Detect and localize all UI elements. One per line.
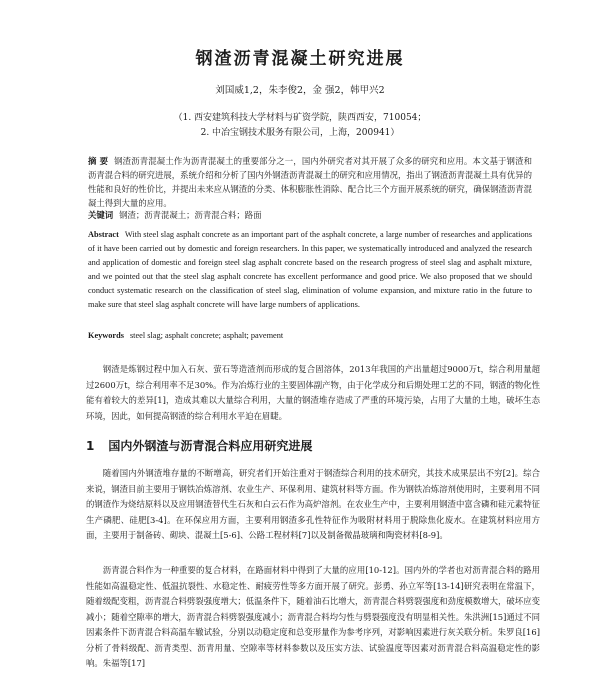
- section-title: 国内外钢渣与沥青混合料应用研究进展: [108, 439, 313, 453]
- body-paragraph-3: 沥青混合料作为一种重要的复合材料，在路面材料中得到了大量的应用[10-12]。国内外的学者也对沥青混合料的路用性能如高温稳定性、低温抗裂性、水稳定性、耐疲劳性等多方面开展了研究。彭勇、孙立军等[13-14]研究表明在常温下，随着级配变粗，沥青混合料劈裂强度增大；低温条件下，随着油石比增大，沥青混合料劈裂强度和劲度模数增大，破坏应变减小；随着空隙率的增大，沥青混合料劈裂强度减小；沥青混合料均匀性与劈裂强度没有明显相关性。朱洪洲[15]通过不同因素条件下沥青混合料高温车辙试验，分别以动稳定度和总变形量作为参考序列，对影响因素进行灰关联分析。朱罗良[16]分析了骨料级配、沥青类型、沥青用量、空隙率等材料参数以及压实方法、试验温度等因素对沥青混合料高温稳定性的影响。朱福等[17]: [86, 565, 540, 668]
- abstract-chinese-label: 摘 要: [88, 156, 109, 166]
- body-paragraph-2: 随着国内外钢渣堆存量的不断增高，研究者们开始注重对于钢渣综合利用的技术研究，其技术成果层出不穷[2]。综合来说，钢渣目前主要用于钢铁冶炼溶剂、农业生产、环保利用、建筑材料等方面。作为钢铁冶炼溶剂使用时，主要利用不同的钢渣作为烧结原料以及应用钢渣替代生石灰和白云石作为高炉溶剂。在农业生产中，主要利用钢渣中富含磷和硅元素特征生产磷肥、硅肥[3-4]。在环保应用方面，主要利用钢渣多孔性特征作为吸附材料用于脱除焦化废水。在建筑材料应用方面，主要用于制备砖、砌块、混凝土[5-6]、公路工程材料[7]以及制备微晶玻璃和陶瓷材料[8-9]。: [86, 468, 541, 540]
- paper-title: 钢渣沥青混凝土研究进展: [195, 49, 405, 69]
- abstract-english-label: Abstract: [88, 230, 119, 239]
- abstract-english: [88, 228, 532, 312]
- keywords-chinese: [88, 209, 532, 221]
- keywords-chinese-text: 钢渣；沥青混凝土；沥青混合料；路面: [119, 210, 262, 220]
- keywords-english-label: Keywords: [88, 331, 124, 340]
- section-number: 1: [86, 439, 95, 453]
- affiliation-line-2: 2. 中冶宝钢技术服务有限公司，上海，200941）: [200, 128, 400, 138]
- body-paragraph-intro: 钢渣是炼钢过程中加入石灰、萤石等造渣剂而形成的复合固溶体，2013年我国的产出量超过9000万t，综合利用量超过2600万t，综合利用率不足30%。作为冶炼行业的主要固体副产物，由于化学成分和后期处理工艺的不同，钢渣的物化性能有着较大的差异[1]，造成其难以大量综合利用，大量的钢渣堆存造成了严重的环境污染，占用了大量的土地，破坏生态环境，因此，如何提高钢渣的综合利用水平迫在眉睫。: [86, 364, 540, 421]
- affiliation-line-1: （1. 西安建筑科技大学材料与矿资学院，陕西西安，710054；: [173, 113, 427, 123]
- section-heading: [86, 437, 312, 454]
- abstract-chinese-text: 钢渣沥青混凝土作为沥青混凝土的重要部分之一，国内外研究者对其开展了众多的研究和应用。本文基于钢渣和沥青混合料的研究进展，系统介绍和分析了国内外钢渣沥青混凝土的研究和应用情况，指出了钢渣沥青混凝土具有优异的性能和良好的性价比，并提出未来应从钢渣的分类、体积膨胀性消除、配合比三个方面开展系统的研究，确保钢渣沥青混凝土得到大量的应用。: [88, 156, 532, 208]
- abstract-chinese: [88, 154, 532, 210]
- keywords-english: [88, 331, 532, 340]
- abstract-english-text: With steel slag asphalt concrete as an important part of the asphalt concrete, a large number of researches and applications of it have been carried out by domestic and foreign researchers. In this paper, we systematically introduced and analyzed the research and application of domestic and foreign steel slag asphalt concrete based on the research progress of steel slag and asphalt mixture, and we pointed out that the steel slag asphalt concrete has excellent performance and good price. We also proposed that we should conduct systematic research on the classification of steel slag, elimination of volume expansion, and mixture ratio in the future to make sure that steel slag asphalt concrete will have large numbers of applications.: [88, 230, 532, 309]
- author-list: 刘国威1,2，朱李俊2，金 强2，韩甲兴2: [215, 85, 385, 96]
- keywords-chinese-label: 关键词: [88, 210, 114, 220]
- keywords-english-text: steel slag; asphalt concrete; asphalt; pavement: [129, 331, 284, 340]
